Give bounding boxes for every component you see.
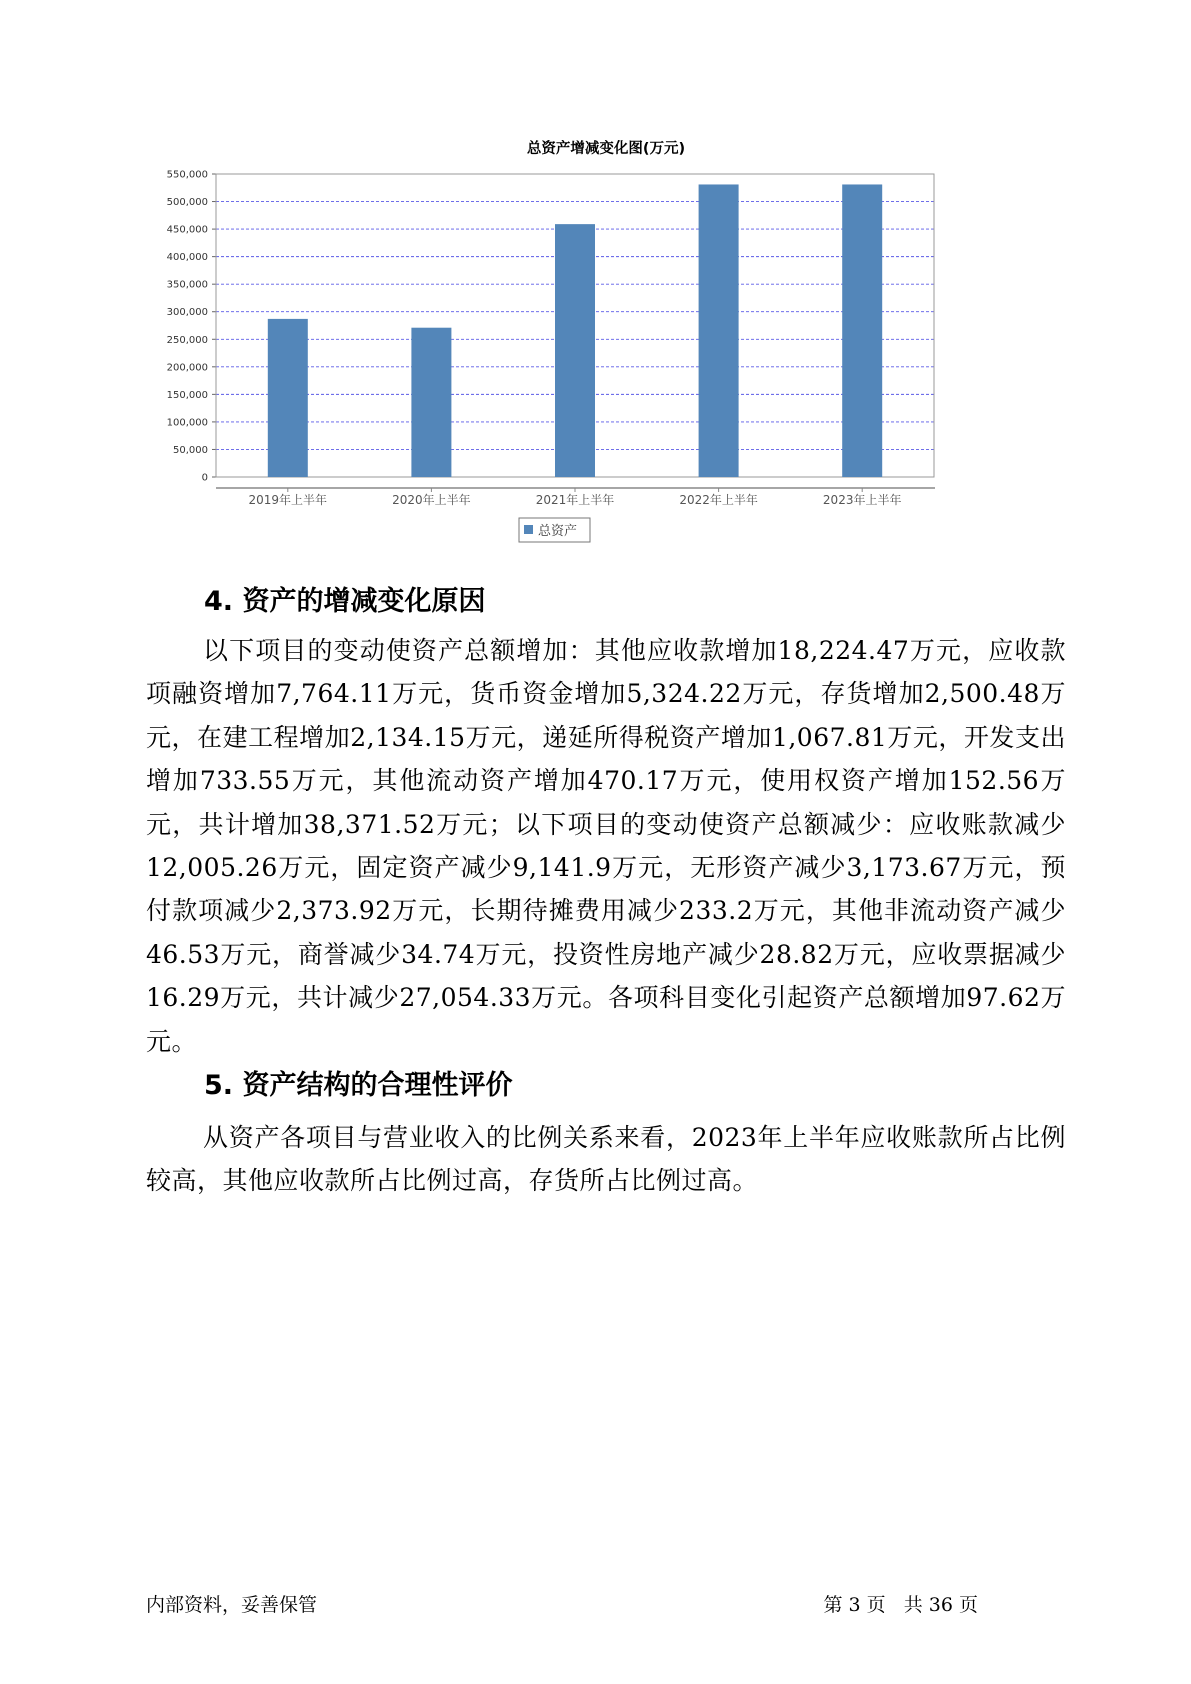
y-tick-label: 200,000	[166, 362, 208, 374]
bar	[842, 184, 882, 477]
y-tick-label: 250,000	[166, 334, 208, 346]
footer-left: 内部资料，妥善保管	[146, 1594, 318, 1616]
y-tick-label: 0	[201, 472, 208, 484]
y-tick-label: 550,000	[166, 169, 208, 181]
y-tick-label: 50,000	[173, 444, 208, 456]
bar	[268, 319, 308, 477]
y-tick-label: 300,000	[166, 307, 208, 319]
bar	[699, 184, 739, 477]
y-tick-label: 500,000	[166, 197, 208, 209]
bars	[268, 184, 882, 477]
section-5-heading: 5. 资产结构的合理性评价	[204, 1070, 513, 1101]
y-tick-label: 100,000	[166, 417, 208, 429]
legend	[519, 518, 590, 542]
section-4-paragraph: 以下项目的变动使资产总额增加：其他应收款增加18,224.47万元，应收款项融资增加7,764.11万元，货币资金增加5,324.22万元，存货增加2,500.48万元，在建工程增加2,134.15万元，递延所得税资产增加1,067.81万元，开发支出增加733.55万元，其他流动资产增加470.17万元，使用权资产增加152.56万元，共计增加38,371.52万元；以下项目的变动使资产总额减少：应收账款减少12,005.26万元，固定资产减少9,141.9万元，无形资产减少3,173.67万元，预付款项减少2,373.92万元，长期待摊费用减少233.2万元，其他非流动资产减少46.53万元，商誉减少34.74万元，投资性房地产减少28.82万元，应收票据减少16.29万元，共计减少27,054.33万元。各项科目变化引起资产总额增加97.62万元。	[146, 636, 1066, 1056]
y-tick-label: 400,000	[166, 252, 208, 264]
y-tick-label: 450,000	[166, 224, 208, 236]
bar	[555, 224, 595, 477]
section-4-heading: 4. 资产的增减变化原因	[204, 586, 486, 617]
y-tick-label: 350,000	[166, 279, 208, 291]
x-tick-label: 2021年上半年	[535, 493, 615, 507]
x-tick-label: 2022年上半年	[679, 493, 758, 507]
bar	[411, 328, 451, 477]
footer-page-number: 第 3 页 共 36 页	[823, 1594, 978, 1616]
chart-title: 总资产增减变化图(万元)	[526, 141, 686, 157]
legend-swatch	[524, 525, 533, 534]
total-assets-bar-chart	[160, 140, 1030, 590]
x-tick-label: 2020年上半年	[392, 493, 471, 507]
y-tick-label: 150,000	[166, 389, 208, 401]
x-axis	[249, 488, 902, 507]
x-tick-label: 2019年上半年	[248, 493, 328, 507]
section-5-paragraph: 从资产各项目与营业收入的比例关系来看，2023年上半年应收账款所占比例较高，其他应收款所占比例过高，存货所占比例过高。	[146, 1123, 1066, 1196]
legend-label: 总资产	[538, 524, 578, 539]
y-axis	[167, 170, 216, 484]
x-tick-label: 2023年上半年	[822, 493, 902, 507]
